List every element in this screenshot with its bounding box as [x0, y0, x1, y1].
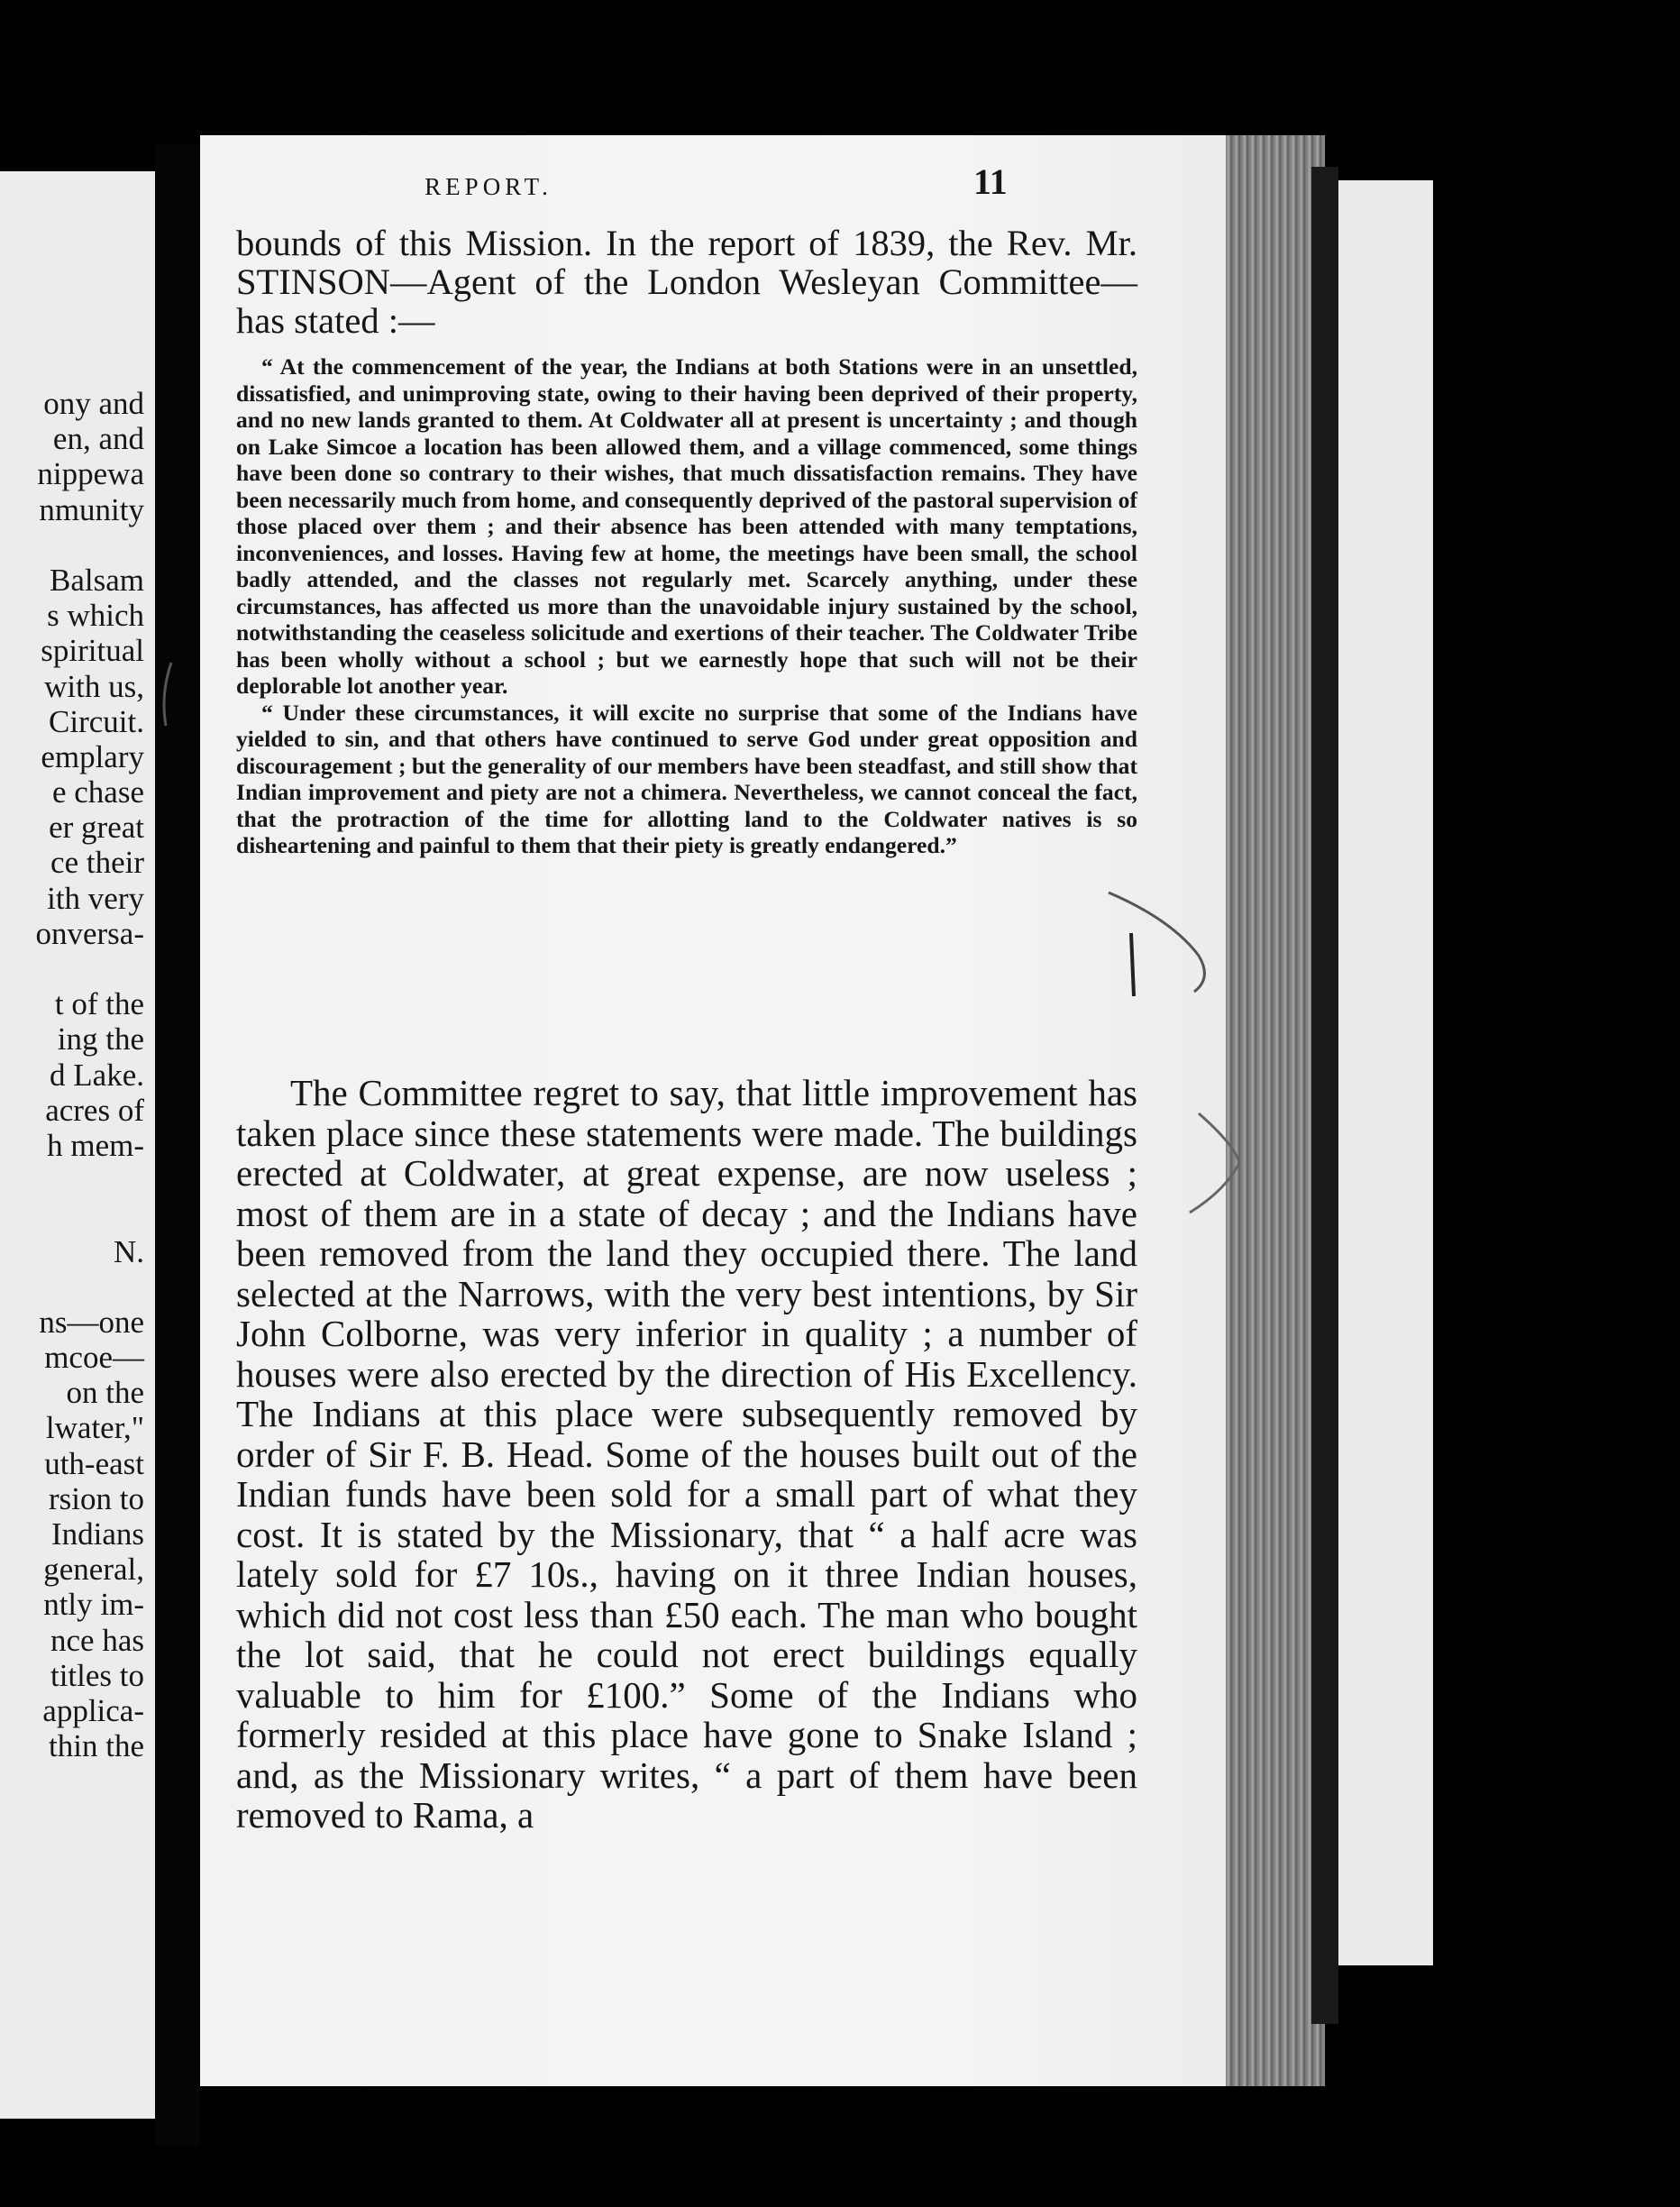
- left-page-line: en, and: [52, 421, 144, 457]
- left-page-line: Balsam: [50, 562, 144, 598]
- left-page-line: nce has: [50, 1622, 144, 1658]
- left-page-line: s which: [47, 598, 144, 634]
- left-page-line: N.: [113, 1233, 144, 1269]
- left-page-line: t of the: [54, 986, 144, 1022]
- running-head: REPORT.: [425, 173, 552, 200]
- left-page-line: d Lake.: [50, 1057, 144, 1093]
- left-page-line: nippewa: [37, 456, 144, 492]
- left-page-line: rsion to: [49, 1480, 144, 1516]
- left-page-line: nmunity: [39, 491, 144, 527]
- left-page-line: Indians: [50, 1516, 144, 1552]
- left-page-line: ntly im-: [43, 1587, 144, 1623]
- left-page-line: e chase: [51, 774, 144, 810]
- left-page-line: ns—one: [39, 1304, 144, 1340]
- left-page-line: on the: [66, 1375, 144, 1411]
- margin-chevron-mark: [1190, 1113, 1239, 1213]
- left-page-line: ce their: [50, 845, 144, 881]
- opening-paragraph: bounds of this Mission. In the report of 1839, the Rev. Mr. STINSON—Agent of the London Wesleyan Committee—has stated :—: [236, 223, 1137, 341]
- margin-stroke-mark: [1131, 933, 1134, 996]
- left-page-line: emplary: [41, 738, 144, 774]
- left-page-line: thin the: [49, 1728, 144, 1764]
- left-page-line: acres of: [45, 1092, 144, 1128]
- main-paragraph: The Committee regret to say, that little improvement has taken place since these statements were made. The buildings erected at Coldwater, at great expense, are now useless ; most of them are in a state of decay ; and the Indians have been removed from the land they occupied there. The land selected at the Narrows, with the very best intentions, by Sir John Colborne, was very inferior in quality ; a number of houses were also erected by the direction of His Excellency. The Indians at this place were subsequently removed by order of Sir F. B. Head. Some of the houses built out of the Indian funds have been sold for a small part of what they cost. It is stated by the Missionary, that “ a half acre was lately sold for £7 10s., having on it three Indian houses, which did not cost less than £50 each. The man who bought the lot said, that he could not erect buildings equally valuable to him for £100.” Some of the Indians who formerly resided at this place have gone to Snake Island ; and, as the Missionary writes, “ a part of them have been removed to Rama, a: [236, 1072, 1137, 1836]
- left-page-line: general,: [43, 1552, 144, 1588]
- left-page-line: h mem-: [47, 1127, 144, 1163]
- left-page-line: titles to: [50, 1657, 144, 1693]
- left-page-line: mcoe—: [44, 1340, 144, 1376]
- left-page-line: uth-east: [44, 1445, 144, 1481]
- left-page-line: onversa-: [35, 915, 144, 951]
- quote-paragraph-1: “ At the commencement of the year, the Indians at both Stations were in an unsettled, dissatisfied, and unimproving state, owing to their having been deprived of their property, and no new lands granted to them. At Coldwater all at present is uncertainty ; and though on Lake Simcoe a location has been allowed them, and a village commenced, some things have been done so contrary to their wishes, that much dissatisfaction remains. They have been necessarily much from home, and consequently deprived of the pastoral supervision of those placed over them ; and their absence has been attended with many temptations, inconveniences, and losses. Having few at home, the meetings have been small, the school badly attended, and the classes not regularly met. Scarcely anything, under these circumstances, has affected us more than the unavoidable injury sustained by the school, notwithstanding the ceaseless solicitude and exertions of their teacher. The Coldwater Tribe has been wholly without a school ; but we earnestly hope that such will not be their deplorable lot another year.: [236, 353, 1137, 699]
- margin-bracket-mark: [1109, 893, 1204, 992]
- left-page-line: ony and: [43, 386, 144, 421]
- left-page-line: spiritual: [41, 633, 144, 669]
- left-page-line: applica-: [42, 1692, 144, 1728]
- left-page-line: lwater,": [45, 1410, 144, 1446]
- left-page-line: ing the: [57, 1021, 144, 1058]
- left-page-line: ith very: [47, 880, 144, 916]
- page-number: 11: [973, 161, 1008, 202]
- left-page-line: Circuit.: [49, 703, 144, 739]
- left-page-line: er great: [49, 810, 144, 846]
- left-page-line: with us,: [44, 668, 144, 704]
- quote-paragraph-2: “ Under these circumstances, it will excite no surprise that some of the Indians have yielded to sin, and that others have continued to serve God under great opposition and discouragement ; but the generality of our members have been steadfast, and still show that Indian improvement and piety are not a chimera. Nevertheless, we cannot conceal the fact, that the protraction of the time for allotting land to the Coldwater natives is so disheartening and painful to them that their piety is greatly endangered.”: [236, 699, 1137, 858]
- left-margin-mark: [164, 663, 171, 726]
